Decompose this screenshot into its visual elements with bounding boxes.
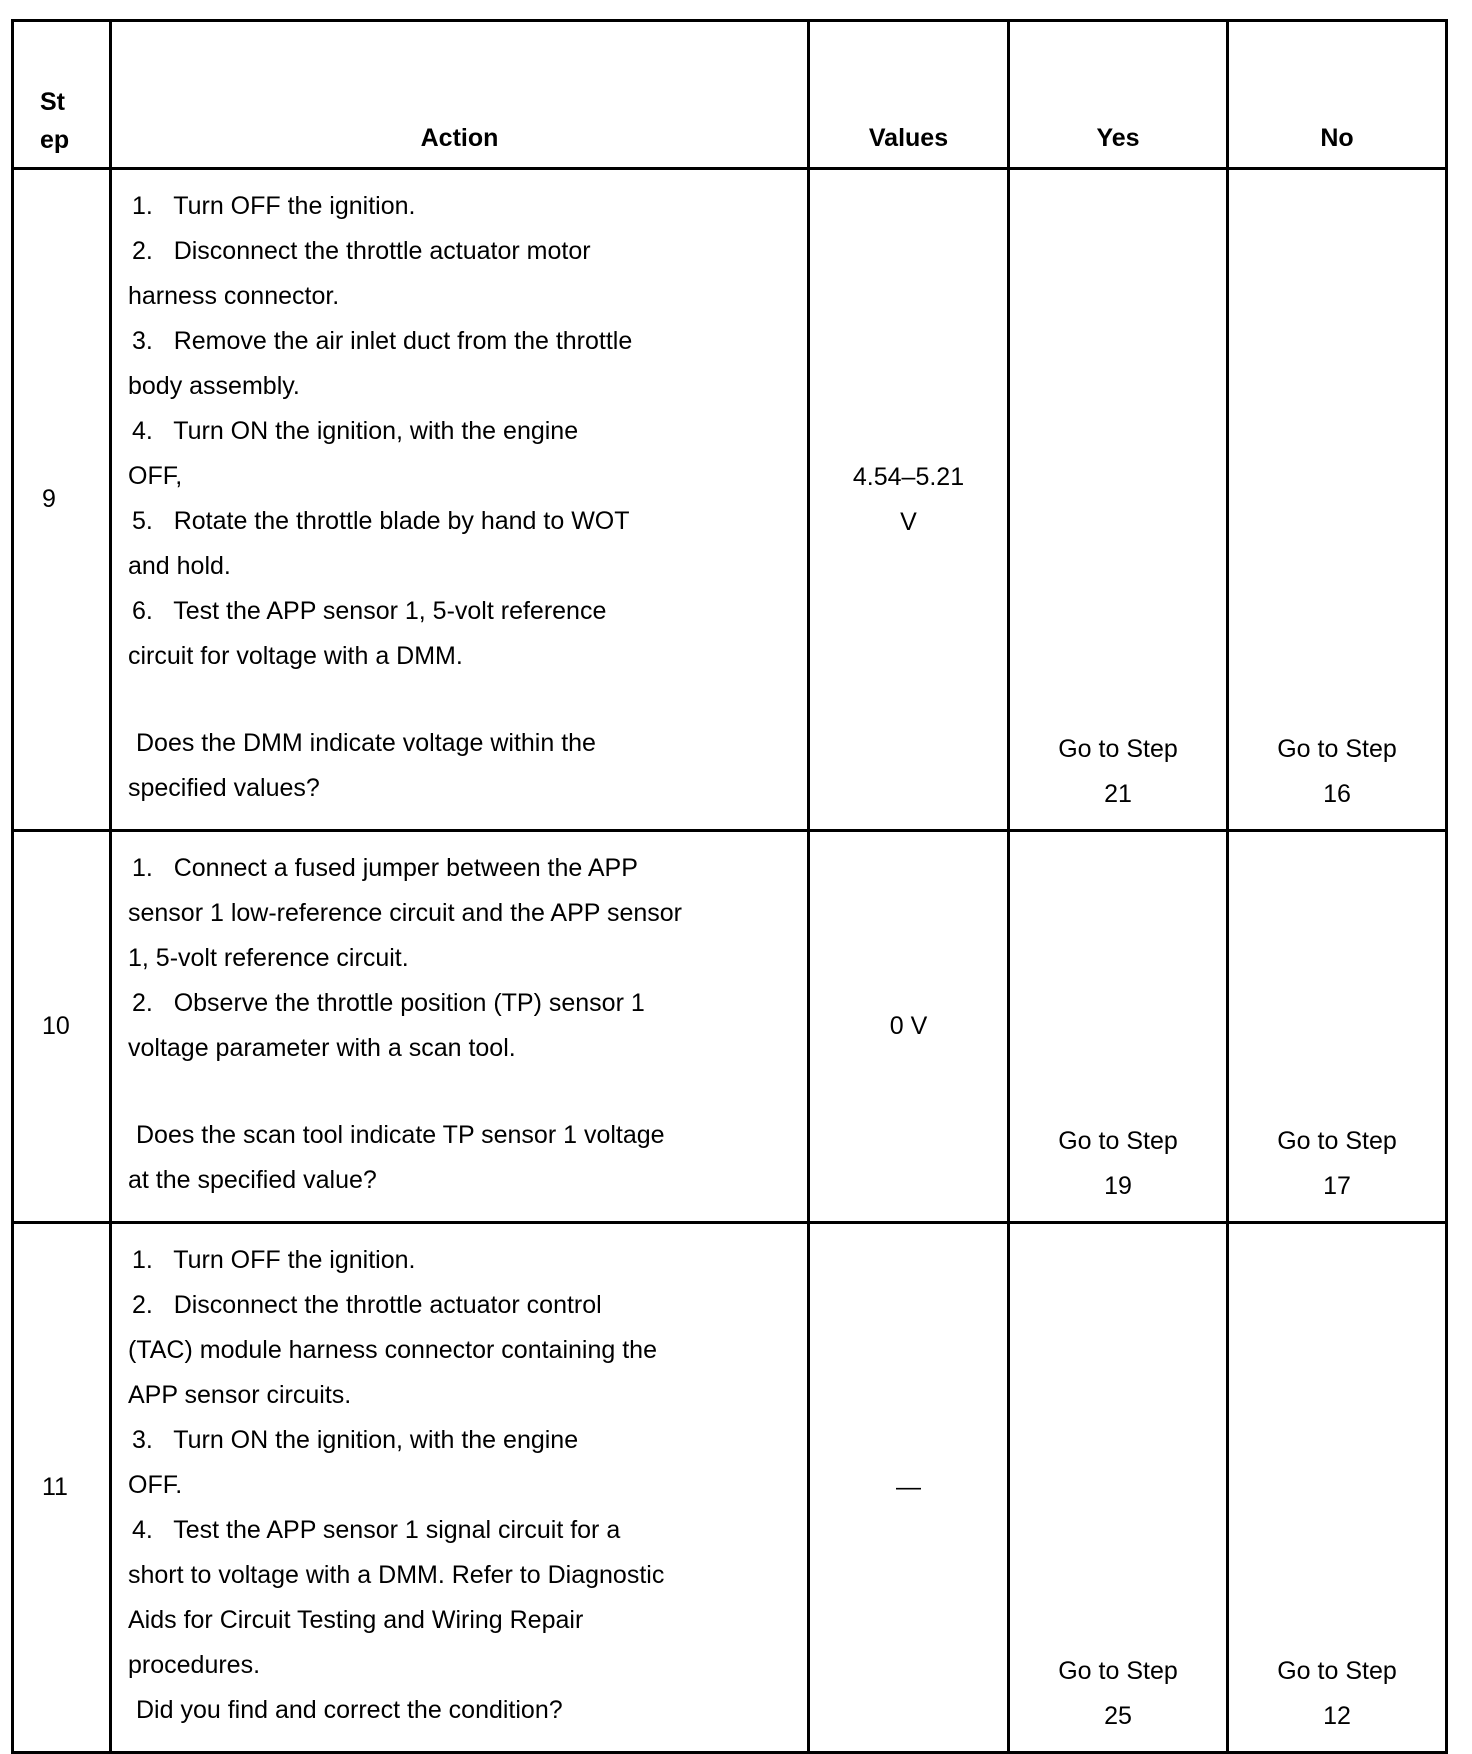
action-continuation: 1, 5-volt reference circuit. xyxy=(128,944,409,972)
action-continuation: circuit for voltage with a DMM. xyxy=(128,642,463,670)
step-number: 10 xyxy=(13,831,111,1223)
table-row xyxy=(13,831,1447,1223)
action-continuation: (TAC) module harness connector containing the xyxy=(128,1336,657,1364)
header-step xyxy=(13,21,111,169)
header-action: Action xyxy=(111,21,809,169)
action-step: 3. Turn ON the ignition, with the engine xyxy=(132,1426,579,1454)
action-question: Does the scan tool indicate TP sensor 1 voltage at the specified value? xyxy=(128,1121,665,1194)
header-step-line2: ep xyxy=(40,126,70,154)
action-continuation: OFF, xyxy=(128,462,183,490)
header-values: Values xyxy=(809,21,1009,169)
no-goto: Go to Step 12 xyxy=(1228,1223,1447,1753)
table-row xyxy=(13,169,1447,831)
step-number: 11 xyxy=(13,1223,111,1753)
yes-goto: Go to Step 19 xyxy=(1009,831,1228,1223)
action-question: Did you find and correct the condition? xyxy=(136,1696,563,1724)
action-step: 6. Test the APP sensor 1, 5-volt reference xyxy=(132,597,607,625)
action-continuation: body assembly. xyxy=(128,372,300,400)
action-continuation: OFF. xyxy=(128,1471,183,1499)
step-number: 9 xyxy=(13,169,111,831)
no-goto: Go to Step 16 xyxy=(1228,169,1447,831)
action-continuation: harness connector. xyxy=(128,282,340,310)
header-no: No xyxy=(1228,21,1447,169)
header-step-line1: St xyxy=(40,88,65,116)
action-step: 2. Observe the throttle position (TP) sensor 1 xyxy=(132,989,645,1017)
action-step: 1. Turn OFF the ignition. xyxy=(132,192,416,220)
action-step: 1. Connect a fused jumper between the APP xyxy=(132,854,638,882)
action-question: Does the DMM indicate voltage within the specified values? xyxy=(128,729,596,802)
action-continuation: voltage parameter with a scan tool. xyxy=(128,1034,516,1062)
action-step: 1. Turn OFF the ignition. xyxy=(132,1246,416,1274)
action-step: 2. Disconnect the throttle actuator motor xyxy=(132,237,591,265)
action-cell xyxy=(111,169,809,831)
table-row xyxy=(13,1223,1447,1753)
values-cell: 0 V xyxy=(809,831,1009,1223)
header-yes: Yes xyxy=(1009,21,1228,169)
diagnostic-table xyxy=(11,19,1448,1754)
action-cell xyxy=(111,1223,809,1753)
yes-goto: Go to Step 21 xyxy=(1009,169,1228,831)
action-continuation: Aids for Circuit Testing and Wiring Repair xyxy=(128,1606,584,1634)
header-row xyxy=(13,21,1447,169)
action-step: 2. Disconnect the throttle actuator control xyxy=(132,1291,602,1319)
values-cell: — xyxy=(809,1223,1009,1753)
action-cell xyxy=(111,831,809,1223)
action-continuation: APP sensor circuits. xyxy=(128,1381,352,1409)
values-cell: 4.54–5.21 V xyxy=(809,169,1009,831)
action-step: 4. Test the APP sensor 1 signal circuit for a xyxy=(132,1516,621,1544)
no-goto: Go to Step 17 xyxy=(1228,831,1447,1223)
action-continuation: short to voltage with a DMM. Refer to Diagnostic xyxy=(128,1561,665,1589)
action-step: 3. Remove the air inlet duct from the throttle xyxy=(132,327,633,355)
action-continuation: procedures. xyxy=(128,1651,261,1679)
yes-goto: Go to Step 25 xyxy=(1009,1223,1228,1753)
action-continuation: sensor 1 low-reference circuit and the APP sensor xyxy=(128,899,682,927)
action-step: 4. Turn ON the ignition, with the engine xyxy=(132,417,579,445)
action-continuation: and hold. xyxy=(128,552,231,580)
action-step: 5. Rotate the throttle blade by hand to WOT xyxy=(132,507,630,535)
